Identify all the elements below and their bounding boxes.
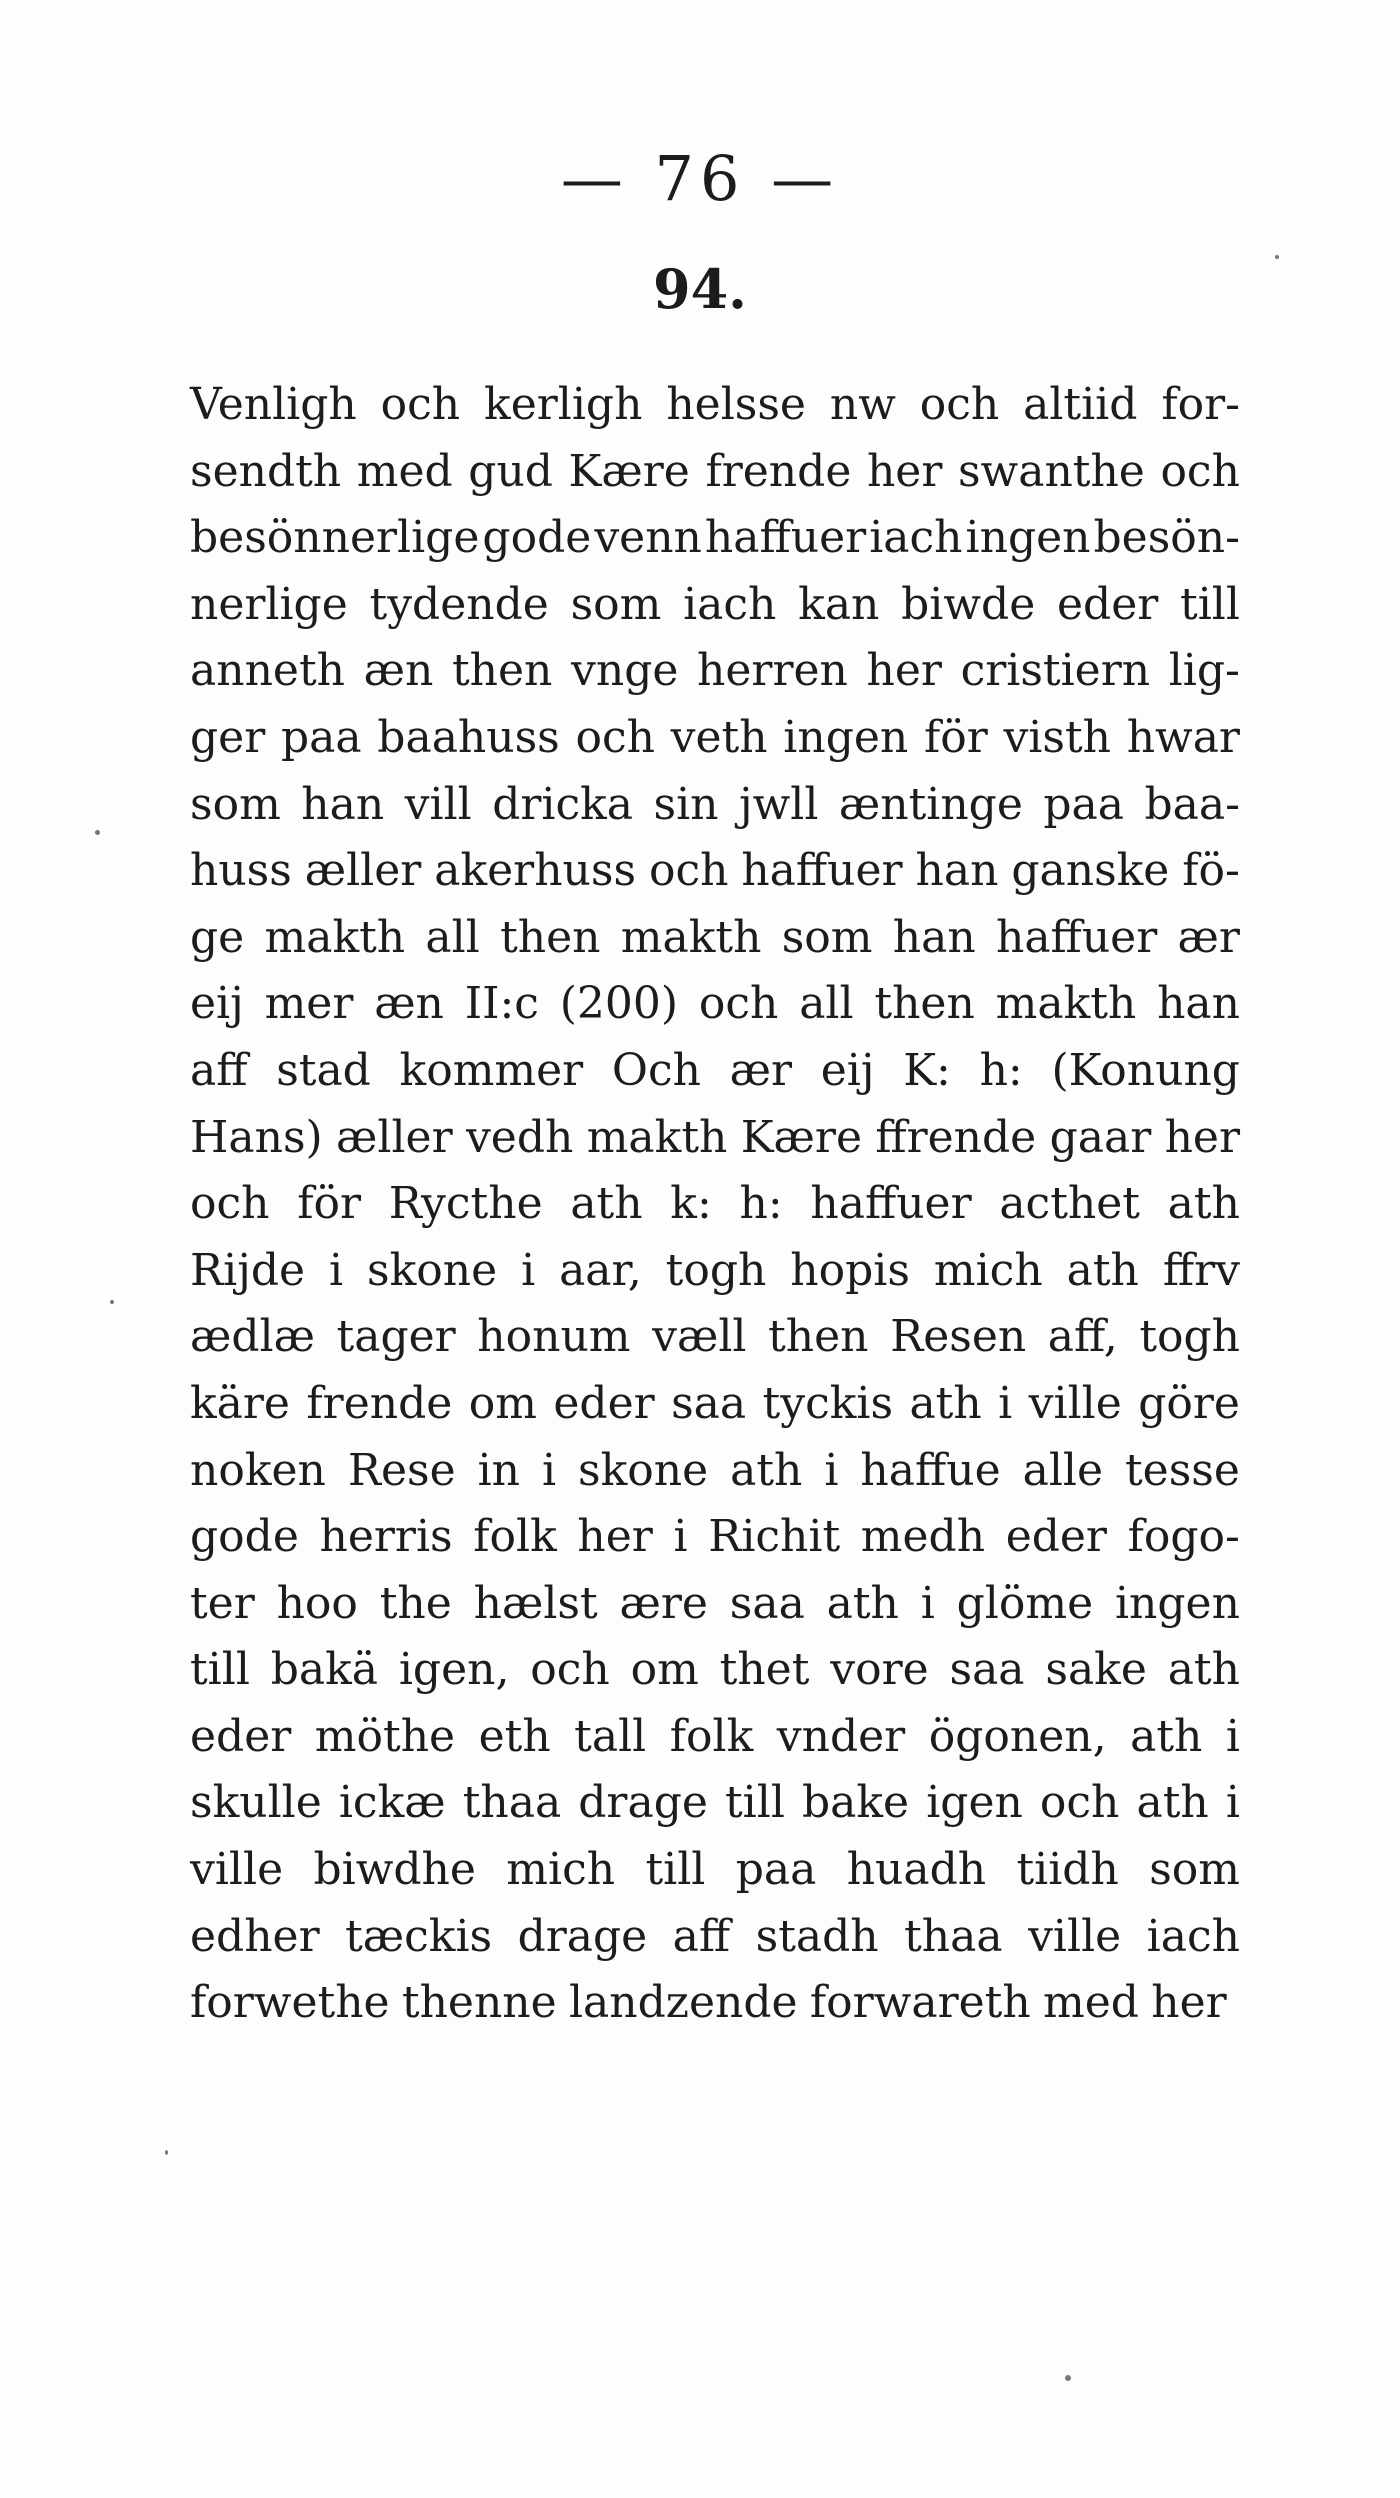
scan-speck — [110, 1300, 114, 1304]
word: ær — [1177, 911, 1240, 963]
text-line — [190, 1637, 1240, 1704]
word: sin — [653, 778, 719, 830]
word: möthe — [314, 1710, 456, 1762]
word: tesse — [1124, 1444, 1240, 1496]
word: nw — [829, 379, 896, 430]
word: och — [575, 711, 655, 763]
text-line — [190, 505, 1240, 572]
word: altiid — [1023, 379, 1138, 430]
word: then — [768, 1311, 869, 1363]
word: ædlæ — [190, 1311, 315, 1363]
word: haffue — [860, 1444, 1001, 1496]
word: Rijde — [190, 1244, 306, 1296]
text-line — [190, 1571, 1240, 1638]
word: i — [1225, 1710, 1240, 1762]
page-number: — 76 — — [560, 142, 840, 215]
word: han — [301, 778, 385, 830]
word: helsse — [666, 379, 806, 430]
word: ingen — [1114, 1577, 1240, 1629]
word: the — [379, 1577, 452, 1629]
word: akerhuss — [434, 845, 637, 897]
text-line — [190, 1904, 1240, 1971]
word: ath — [1130, 1710, 1203, 1762]
word: aar, — [559, 1244, 642, 1296]
word: biwde — [901, 578, 1036, 630]
word: i — [521, 1244, 536, 1296]
word: ath — [1066, 1244, 1139, 1296]
word: skone — [578, 1444, 709, 1496]
word: hoo — [276, 1577, 358, 1629]
word: (Konung — [1051, 1044, 1240, 1096]
word: ath — [909, 1377, 982, 1429]
letter-body — [190, 372, 1240, 2037]
word: (200) — [559, 978, 679, 1030]
word: som — [190, 778, 281, 830]
word: tydende — [369, 578, 549, 630]
word: Rese — [347, 1444, 456, 1496]
word: i — [673, 1511, 688, 1563]
word: thaa — [904, 1910, 1003, 1962]
word: vnder — [776, 1710, 906, 1762]
word: visth — [1003, 711, 1111, 763]
word: then — [500, 911, 601, 963]
word: baahuss — [377, 711, 560, 763]
word: togh — [1139, 1311, 1240, 1363]
word: makth — [620, 911, 762, 963]
word: ath — [1167, 1644, 1240, 1696]
word: ger — [190, 711, 266, 763]
word: Rycthe — [388, 1178, 543, 1230]
word: mich — [933, 1244, 1043, 1296]
word: mer — [264, 978, 354, 1030]
word: æn — [374, 978, 444, 1030]
word: saa — [729, 1577, 805, 1629]
word: eij — [820, 1044, 875, 1096]
word: aff — [672, 1910, 731, 1962]
word: ath — [1167, 1178, 1240, 1230]
text-line — [190, 638, 1240, 705]
word: hopis — [790, 1244, 910, 1296]
word: skone — [367, 1244, 498, 1296]
word: som — [570, 578, 662, 630]
word: æller — [304, 845, 422, 897]
word: huadh — [846, 1844, 987, 1896]
word: och — [1160, 445, 1240, 497]
word: drage — [517, 1910, 648, 1962]
word: han — [915, 845, 999, 897]
word: herren — [697, 645, 848, 697]
word: ære — [619, 1577, 708, 1629]
word: mich — [506, 1844, 616, 1896]
word: iach — [683, 578, 777, 630]
word: ge — [190, 911, 245, 963]
word: kommer — [399, 1044, 584, 1096]
word: her — [866, 445, 943, 497]
word: i — [920, 1577, 935, 1629]
word: glöme — [956, 1577, 1094, 1629]
word: tæckis — [345, 1910, 493, 1962]
word: haffuer — [741, 845, 903, 897]
word: fö- — [1182, 845, 1240, 897]
text-line — [190, 1704, 1240, 1771]
word: med — [1042, 1977, 1139, 2029]
word: i — [824, 1444, 839, 1496]
word: i — [1225, 1777, 1240, 1829]
word: then — [451, 645, 553, 697]
text-line — [190, 1105, 1240, 1172]
word: han — [1157, 978, 1240, 1030]
text-line — [190, 439, 1240, 506]
word: tiidh — [1016, 1844, 1119, 1896]
word: thenne — [401, 1977, 557, 2029]
text-line — [190, 905, 1240, 972]
word: stadh — [755, 1910, 879, 1962]
text-line — [190, 572, 1240, 639]
word: h: — [739, 1178, 783, 1230]
word: till — [645, 1844, 706, 1896]
word: Venligh — [190, 379, 357, 430]
word: ath — [826, 1577, 899, 1629]
word: Resen — [890, 1311, 1027, 1363]
word: K: — [903, 1044, 951, 1096]
word: herris — [319, 1511, 453, 1563]
word: folk — [669, 1710, 754, 1762]
word: ath — [1136, 1777, 1209, 1829]
word: then — [874, 978, 975, 1030]
word: aff — [190, 1044, 248, 1096]
word: och — [648, 845, 729, 897]
word: æntinge — [838, 778, 1023, 830]
word: eth — [478, 1710, 551, 1762]
word: fogo- — [1127, 1511, 1240, 1563]
word: ville — [1028, 1910, 1122, 1962]
word: i — [329, 1244, 344, 1296]
text-line — [190, 1438, 1240, 1505]
word: cristiern — [960, 645, 1151, 697]
word: æn — [363, 645, 434, 697]
word: for- — [1161, 379, 1240, 430]
word: eder — [553, 1377, 655, 1429]
word: tyckis — [762, 1377, 894, 1429]
word: gaar — [1049, 1111, 1152, 1163]
word: besön- — [1093, 512, 1240, 564]
word: ter — [190, 1577, 255, 1629]
word: Och — [611, 1044, 701, 1096]
word: k: — [670, 1178, 712, 1230]
text-line — [190, 1371, 1240, 1438]
word: nerlige — [190, 578, 348, 630]
word: vnge — [571, 645, 679, 697]
word: och — [919, 379, 1000, 430]
word: och — [530, 1644, 610, 1696]
word: ffrv — [1162, 1244, 1240, 1296]
word: jwll — [738, 778, 819, 830]
word: makth — [995, 978, 1137, 1030]
word: paa — [735, 1844, 817, 1896]
word: all — [425, 911, 480, 963]
word: vedh — [465, 1111, 574, 1163]
word: tager — [336, 1311, 456, 1363]
word: swanthe — [957, 445, 1145, 497]
word: och — [698, 978, 779, 1030]
word: bakä — [270, 1644, 379, 1696]
text-line — [190, 838, 1240, 905]
text-line — [190, 1238, 1240, 1305]
word: för — [297, 1178, 361, 1230]
word: hwar — [1126, 711, 1240, 763]
word: Richit — [708, 1511, 841, 1563]
scan-speck — [1275, 255, 1279, 259]
scan-speck — [95, 830, 100, 835]
word: landzende — [568, 1977, 798, 2029]
word: togh — [665, 1244, 767, 1296]
word: ffrende — [875, 1111, 1037, 1163]
word: och — [190, 1178, 270, 1230]
word: besönnerlige — [190, 512, 480, 564]
word: bake — [802, 1777, 910, 1829]
word: her — [1151, 1977, 1227, 2029]
word: som — [781, 911, 873, 963]
word: baa- — [1144, 778, 1240, 830]
word: igen — [926, 1777, 1023, 1829]
text-line — [190, 971, 1240, 1038]
word: iach — [1146, 1910, 1240, 1962]
word: vore — [830, 1644, 929, 1696]
word: tall — [574, 1710, 647, 1762]
word: Kære — [740, 1111, 862, 1163]
word: kerligh — [484, 379, 643, 430]
word: her — [866, 645, 942, 697]
text-line — [190, 1504, 1240, 1571]
text-line — [190, 1970, 1240, 2037]
word: edher — [190, 1910, 320, 1962]
word: kan — [798, 578, 880, 630]
word: paa — [280, 711, 362, 763]
word: sake — [1045, 1644, 1147, 1696]
text-line — [190, 1770, 1240, 1837]
word: och — [380, 379, 461, 430]
word: till — [190, 1644, 250, 1696]
word: ær — [729, 1044, 793, 1096]
word: frende — [705, 445, 852, 497]
word: honum — [477, 1311, 631, 1363]
word: her — [1164, 1111, 1240, 1163]
word: göre — [1138, 1377, 1240, 1429]
word: käre — [190, 1377, 290, 1429]
word: ville — [1028, 1377, 1122, 1429]
word: gode — [482, 512, 592, 564]
word: makth — [264, 911, 406, 963]
scan-speck — [165, 2150, 168, 2155]
word: ath — [730, 1444, 803, 1496]
word: saa — [671, 1377, 747, 1429]
word: ville — [190, 1844, 284, 1896]
word: Hans) — [190, 1111, 323, 1163]
word: medh — [860, 1511, 986, 1563]
word: forwethe — [190, 1977, 390, 2029]
word: i — [542, 1444, 557, 1496]
word: haffuer — [810, 1178, 972, 1230]
text-line — [190, 372, 1240, 439]
word: thaa — [462, 1777, 562, 1829]
word: ganske — [1011, 845, 1170, 897]
word: veth — [670, 711, 768, 763]
text-line — [190, 1837, 1240, 1904]
word: in — [477, 1444, 521, 1496]
word: till — [1180, 578, 1240, 630]
word: ögonen, — [928, 1710, 1107, 1762]
text-line — [190, 1038, 1240, 1105]
word: för — [923, 711, 988, 763]
word: lig- — [1168, 645, 1240, 697]
word: iach — [869, 512, 963, 564]
word: eij — [190, 978, 244, 1030]
word: skulle — [190, 1777, 322, 1829]
word: ath — [570, 1178, 643, 1230]
word: ingen — [783, 711, 909, 763]
word: dricka — [492, 778, 634, 830]
word: som — [1149, 1844, 1240, 1896]
word: thet — [719, 1644, 810, 1696]
word: gode — [190, 1511, 299, 1563]
word: haffuer — [995, 911, 1158, 963]
word: paa — [1043, 778, 1124, 830]
word: her — [577, 1511, 653, 1563]
word: han — [892, 911, 976, 963]
word: om — [630, 1644, 699, 1696]
word: drage — [578, 1777, 708, 1829]
word: gud — [468, 445, 553, 497]
word: II:c — [464, 978, 539, 1030]
word: i — [998, 1377, 1013, 1429]
word: eder — [190, 1710, 292, 1762]
word: hælst — [473, 1577, 598, 1629]
letter-number: 94. — [653, 257, 747, 321]
word: vill — [404, 778, 472, 830]
text-line — [190, 772, 1240, 839]
word: væll — [652, 1311, 747, 1363]
text-line — [190, 705, 1240, 772]
word: æller — [336, 1111, 453, 1163]
word: sendth — [190, 445, 342, 497]
word: h: — [979, 1044, 1023, 1096]
word: haffuer — [704, 512, 867, 564]
word: om — [468, 1377, 537, 1429]
word: eder — [1057, 578, 1159, 630]
text-line — [190, 1171, 1240, 1238]
word: forwareth — [809, 1977, 1031, 2029]
word: all — [799, 978, 854, 1030]
word: alle — [1022, 1444, 1104, 1496]
word: till — [725, 1777, 785, 1829]
word: igen, — [398, 1644, 510, 1696]
word: noken — [190, 1444, 326, 1496]
word: folk — [473, 1511, 557, 1563]
word: acthet — [999, 1178, 1140, 1230]
word: biwdhe — [313, 1844, 476, 1896]
word: makth — [586, 1111, 728, 1163]
word: ickæ — [338, 1777, 446, 1829]
text-line — [190, 1304, 1240, 1371]
word: aff, — [1047, 1311, 1118, 1363]
word: venn — [594, 512, 702, 564]
word: anneth — [190, 645, 345, 697]
word: och — [1039, 1777, 1120, 1829]
scan-speck — [1065, 2375, 1071, 2381]
word: med — [356, 445, 453, 497]
word: eder — [1005, 1511, 1107, 1563]
word: Kære — [568, 445, 690, 497]
word: stad — [276, 1044, 371, 1096]
word: frende — [306, 1377, 453, 1429]
word: ingen — [965, 512, 1091, 564]
word: saa — [949, 1644, 1025, 1696]
word: huss — [190, 845, 292, 897]
